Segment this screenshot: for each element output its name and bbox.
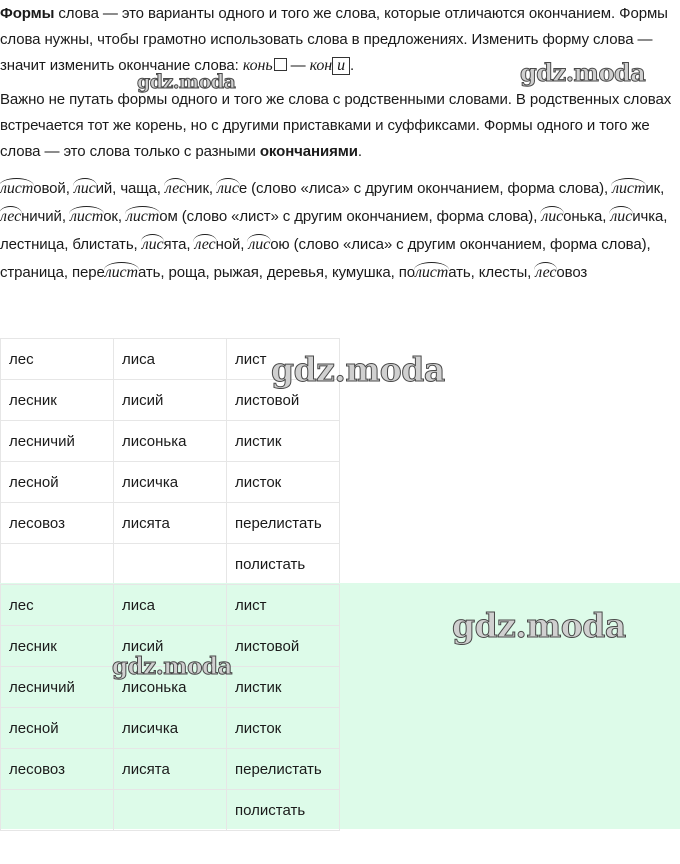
table-row bbox=[1, 749, 340, 790]
table-row bbox=[1, 585, 340, 626]
table-row bbox=[1, 708, 340, 749]
table-cell: лес bbox=[1, 585, 114, 626]
table-row bbox=[1, 380, 340, 421]
paragraph-related-words: Важно не путать формы одного и того же слова с родственными словами. В родственных словах встречается тот же корень, но с другими приставками и суффиксами. Формы одного и того же слова — это слова только с разными окончаниями. bbox=[0, 91, 672, 160]
root-mark: лис bbox=[541, 208, 564, 225]
table-row bbox=[1, 544, 340, 585]
watermark: gdz.moda bbox=[137, 71, 236, 93]
term-endings: окончаниями bbox=[259, 143, 358, 160]
table-row bbox=[1, 421, 340, 462]
root-mark: лес bbox=[164, 180, 186, 197]
table-cell: лес bbox=[1, 339, 114, 380]
article-content bbox=[0, 0, 680, 287]
table-cell: лисичка bbox=[114, 708, 227, 749]
root-mark: лист bbox=[612, 180, 646, 197]
table-body bbox=[1, 339, 340, 585]
example-kon: конь bbox=[242, 57, 273, 74]
paragraph-word-forms: Формы слова — это варианты одного и того же слова, которые отличаются окончанием. Формы слова нужны, чтобы грамотно использовать слова в предложениях. Изменить форму слова — значит изменить окончание слова: конь — кон и . bbox=[0, 5, 668, 74]
watermark: gdz.moda bbox=[112, 653, 232, 680]
table-cell: лист bbox=[227, 585, 340, 626]
table-body bbox=[1, 585, 340, 831]
table-cell: листик bbox=[227, 421, 340, 462]
root-mark: лист bbox=[69, 208, 104, 225]
table-cell: лисий bbox=[114, 626, 227, 667]
root-mark: лист bbox=[0, 180, 34, 197]
table-cell: лесовоз bbox=[1, 749, 114, 790]
root-mark: лис bbox=[248, 236, 271, 253]
table-cell: лесничий bbox=[1, 667, 114, 708]
root-mark: лис bbox=[141, 236, 164, 253]
table-cell: лисонька bbox=[114, 421, 227, 462]
table-cell: полистать bbox=[227, 790, 340, 831]
table-cell: перелистать bbox=[227, 749, 340, 790]
table-row bbox=[1, 503, 340, 544]
root-mark: лис bbox=[610, 208, 633, 225]
table-cell bbox=[1, 544, 114, 585]
root-mark: лес bbox=[194, 236, 216, 253]
table-cell: листовой bbox=[227, 380, 340, 421]
table-cell: лесничий bbox=[1, 421, 114, 462]
table-row bbox=[1, 667, 340, 708]
table-cell: лисичка bbox=[114, 462, 227, 503]
table-cell: листовой bbox=[227, 626, 340, 667]
table-row bbox=[1, 790, 340, 831]
table-cell: лесовоз bbox=[1, 503, 114, 544]
root-mark: лис bbox=[217, 180, 239, 197]
root-mark: лист bbox=[415, 264, 449, 281]
ending-box: и bbox=[332, 57, 350, 75]
table-cell: лиса bbox=[114, 339, 227, 380]
example-koni: кон bbox=[309, 57, 333, 74]
table-cell bbox=[114, 544, 227, 585]
watermark: gdz.moda bbox=[520, 58, 646, 87]
table-cell: лесник bbox=[1, 626, 114, 667]
table-cell: лесной bbox=[1, 462, 114, 503]
root-mark: лес bbox=[0, 208, 22, 225]
table-cell: лиса bbox=[114, 585, 227, 626]
term-forms: Формы bbox=[0, 5, 55, 22]
table-cell bbox=[114, 790, 227, 831]
table-cell bbox=[1, 790, 114, 831]
table-cell: лисонька bbox=[114, 667, 227, 708]
root-mark: лист bbox=[104, 264, 138, 281]
root-mark: лист bbox=[126, 208, 160, 225]
table-cell: листок bbox=[227, 462, 340, 503]
root-mark: лис bbox=[73, 180, 96, 197]
table-cell: листик bbox=[227, 667, 340, 708]
table-cell: полистать bbox=[227, 544, 340, 585]
zero-ending-box bbox=[274, 58, 287, 71]
table-cell: лесник bbox=[1, 380, 114, 421]
table-row bbox=[1, 339, 340, 380]
table-row bbox=[1, 462, 340, 503]
paragraph-word-list: листовой, лисий, чаща, лесник, лисе (слово «лиса» с другим окончанием, форма слова), листик, лесничий, листок, листом (слово «лист» с другим окончанием, форма слова), лисонька, лисичка, лестница, блистать, лисята, лесной, лисою (слово «лиса» с другим окончанием, форма слова), страница, перелистать, роща, рыжая, деревья, кумушка, полистать, клесты, лесовоз bbox=[0, 180, 668, 281]
root-mark: лес bbox=[535, 264, 557, 281]
word-groups-table bbox=[0, 338, 340, 585]
table-cell: лисята bbox=[114, 503, 227, 544]
table-cell: листок bbox=[227, 708, 340, 749]
table-cell: лист bbox=[227, 339, 340, 380]
watermark: gdz.moda bbox=[271, 350, 445, 389]
table-cell: лисий bbox=[114, 380, 227, 421]
watermark: gdz.moda bbox=[452, 606, 626, 645]
table-cell: лесной bbox=[1, 708, 114, 749]
table-cell: лисята bbox=[114, 749, 227, 790]
word-groups-table-answer bbox=[0, 584, 340, 831]
table-cell: перелистать bbox=[227, 503, 340, 544]
table-row bbox=[1, 626, 340, 667]
